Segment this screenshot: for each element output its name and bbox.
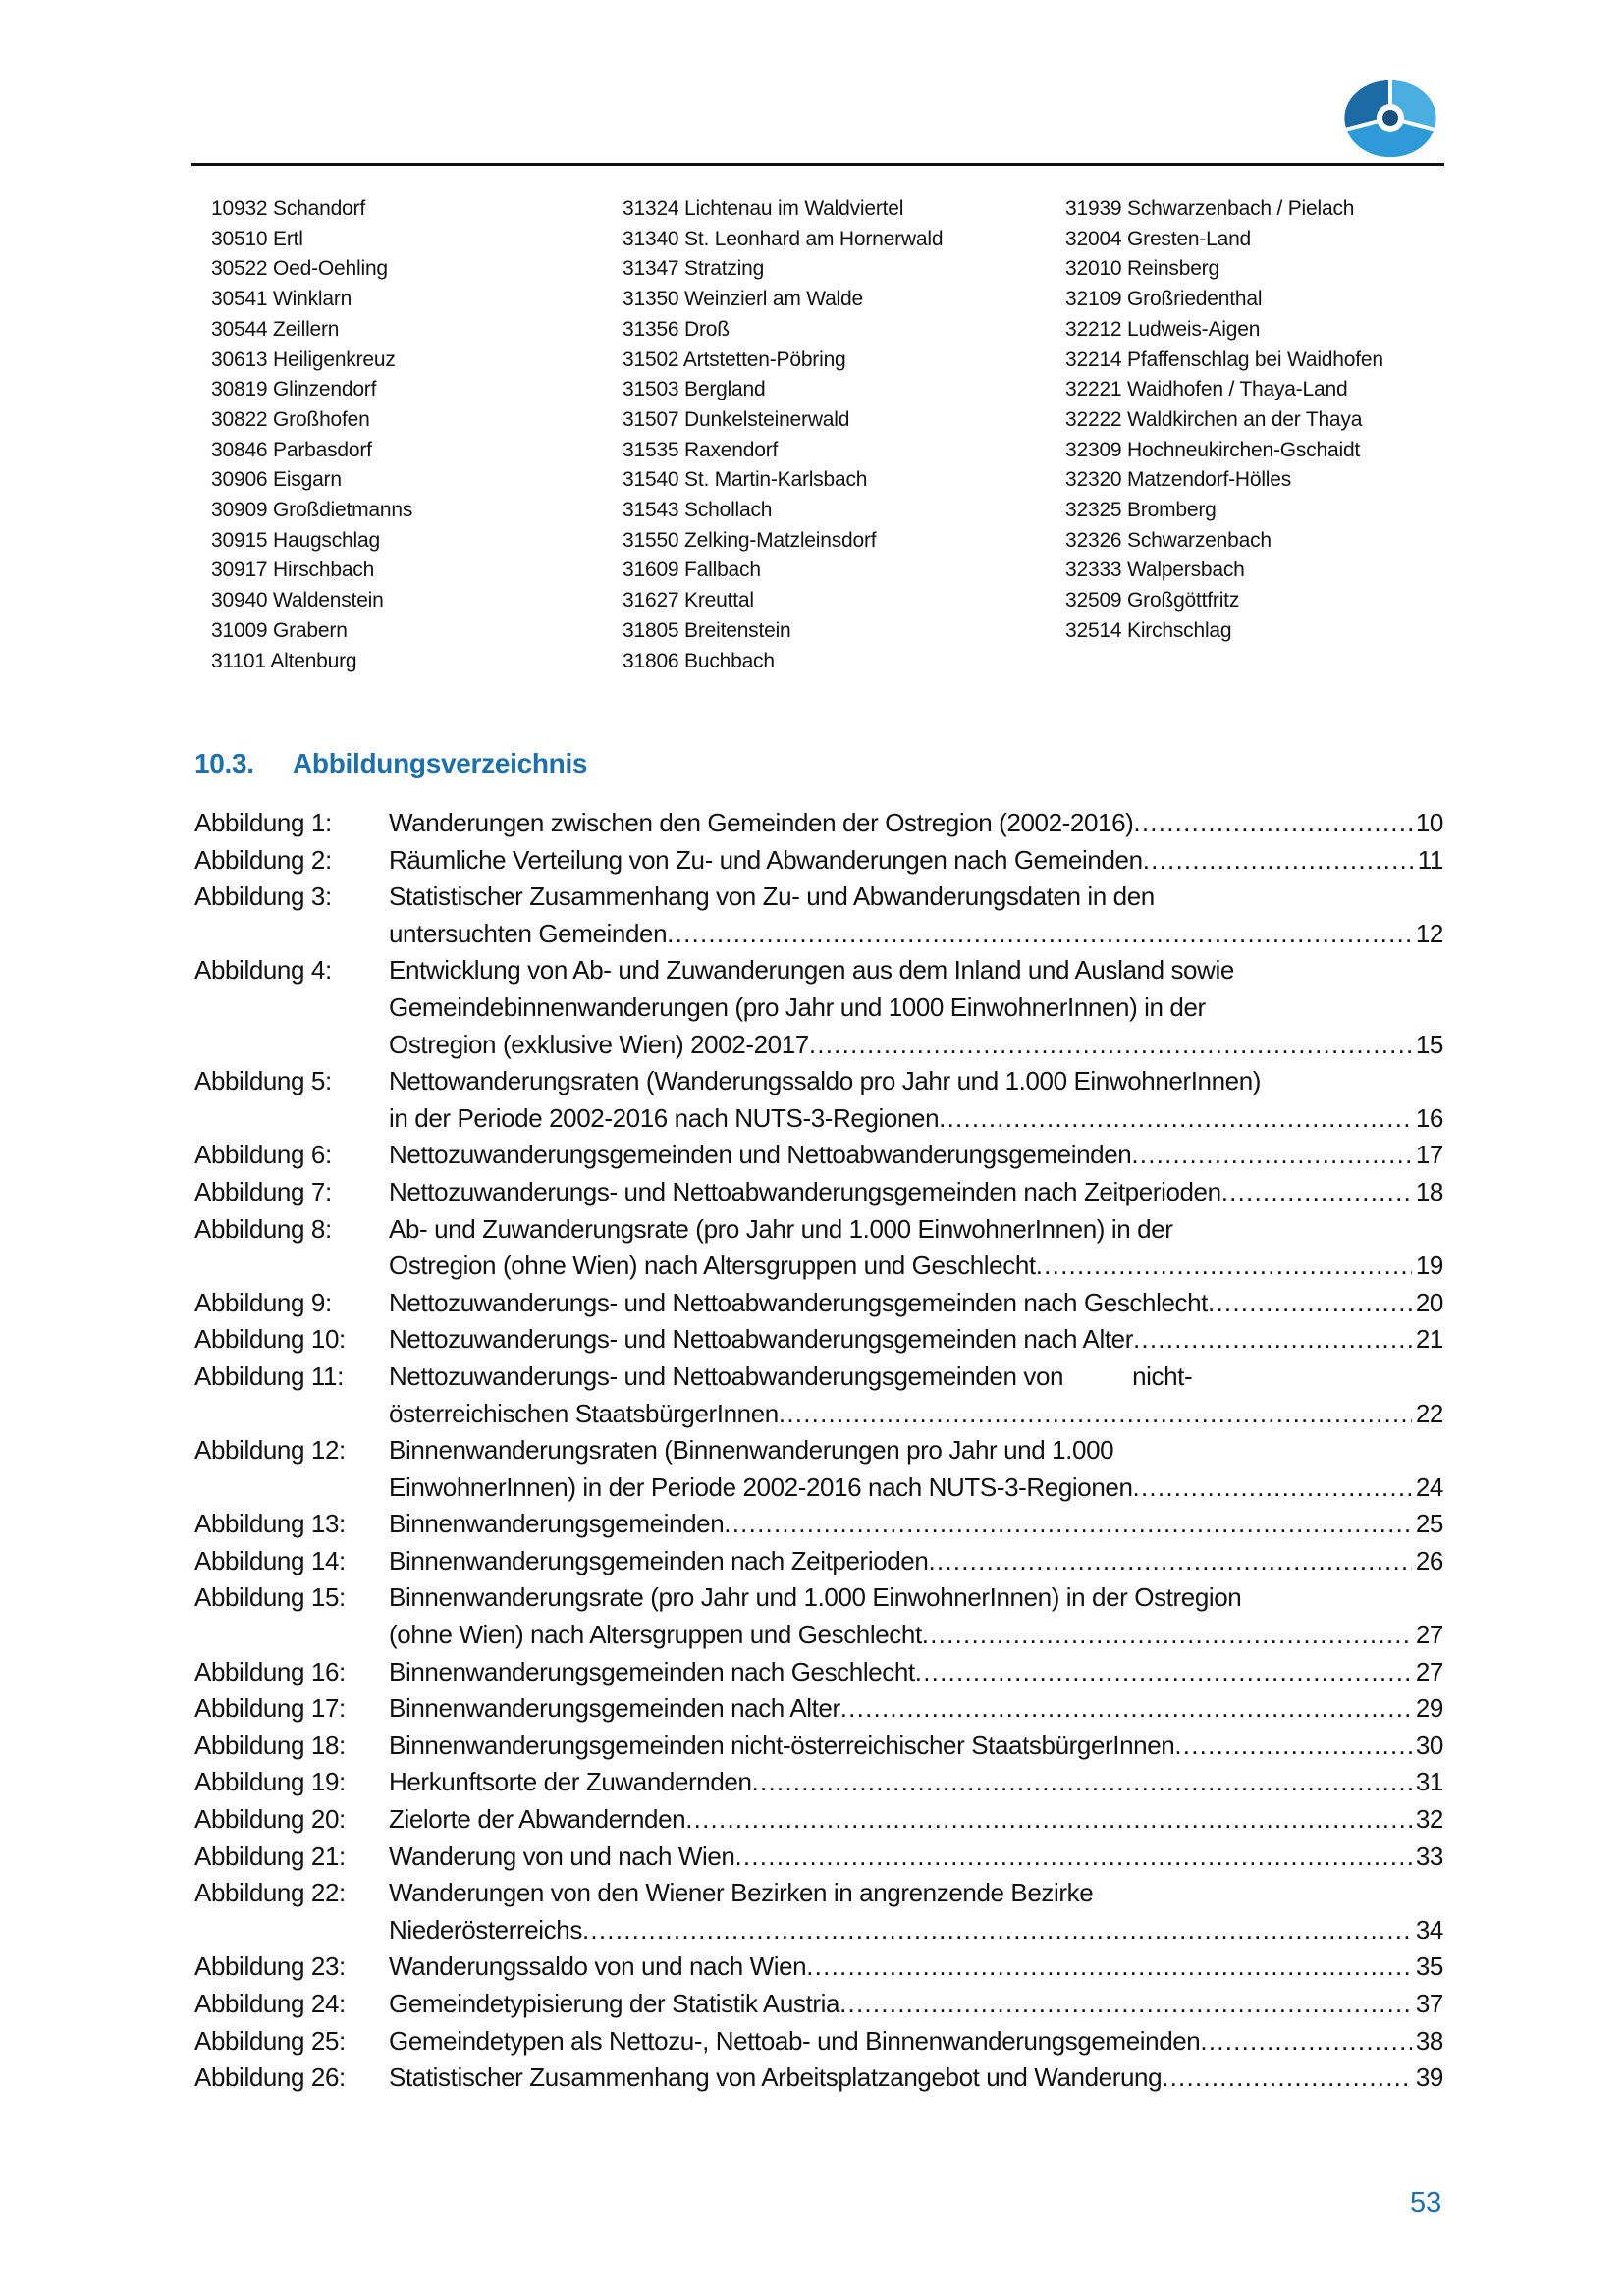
figure-caption [389,842,1443,880]
dot-leader [809,1027,1412,1064]
figure-entry[interactable] [194,1137,1443,1174]
dot-leader [1174,1728,1412,1765]
figure-caption [389,1063,1443,1137]
caption-line: Binnenwanderungsrate (pro Jahr und 1.000 EinwohnerInnen) in der Ostregion [389,1582,1242,1613]
caption-last-line [389,1248,1443,1285]
caption-text: Nettozuwanderungsgemeinden und Nettoabwanderungsgemeinden [389,1140,1132,1170]
municipality-item: 31805 Breitenstein [623,618,791,642]
figure-entry[interactable] [194,1764,1443,1801]
figure-caption [389,1174,1443,1211]
municipality-item: 31507 Dunkelsteinerwald [623,407,850,431]
figure-label: Abbildung 6: [194,1140,332,1170]
caption-last-line [389,916,1443,953]
figure-entry[interactable] [194,1211,1443,1285]
municipality-item: 32214 Pfaffenschlag bei Waidhofen [1065,347,1383,371]
figure-caption [389,1728,1443,1765]
dot-leader [685,1801,1412,1839]
figure-label: Abbildung 24: [194,1989,346,2018]
caption-last-line [389,1654,1443,1691]
figure-page-number[interactable]: 24 [1415,1471,1443,1502]
caption-last-line [389,1801,1443,1839]
dot-leader [779,1396,1412,1433]
figure-page-number[interactable]: 34 [1415,1914,1443,1945]
figure-entry[interactable] [194,842,1443,880]
figure-page-number[interactable]: 39 [1415,2062,1443,2093]
municipality-item: 31350 Weinzierl am Walde [623,288,863,311]
municipality-item: 30940 Waldenstein [211,589,384,613]
municipality-item: 10932 Schandorf [211,197,365,220]
figure-entry[interactable] [194,1359,1443,1432]
caption-last-line [389,1543,1443,1580]
figure-label: Abbildung 13: [194,1509,346,1539]
figure-page-number[interactable]: 22 [1415,1398,1443,1428]
dot-leader [939,1100,1412,1138]
caption-last-line [389,1912,1443,1949]
figure-list [194,805,1443,2097]
caption-text: Gemeindetypisierung der Statistik Austria [389,1989,840,2018]
figure-entry[interactable] [194,1801,1443,1839]
figure-label: Abbildung 22: [194,1878,346,1908]
figure-caption [389,1285,1443,1322]
municipality-item: 31009 Grabern [211,618,348,642]
municipality-item: 30544 Zeillern [211,317,340,341]
figure-caption [389,879,1443,952]
section-title: Abbildungsverzeichnis [293,748,588,778]
caption-line: Ab- und Zuwanderungsrate (pro Jahr und 1.000 EinwohnerInnen) in der [389,1213,1173,1244]
caption-line: Binnenwanderungsraten (Binnenwanderungen pro Jahr und 1.000 [389,1435,1114,1466]
figure-caption [389,1137,1443,1174]
municipality-item: 32109 Großriedenthal [1065,288,1263,311]
caption-last-line [389,1949,1443,1986]
municipality-item: 31503 Bergland [623,378,766,401]
figure-entry[interactable] [194,2059,1443,2097]
caption-line: Entwicklung von Ab- und Zuwanderungen aus dem Inland und Ausland sowie [389,955,1234,986]
caption-last-line [389,1764,1443,1801]
municipality-item: 31543 Schollach [623,499,773,522]
figure-label: Abbildung 17: [194,1693,346,1724]
figure-caption [389,1211,1443,1285]
municipality-item: 31939 Schwarzenbach / Pielach [1065,197,1355,220]
organization-logo [1343,79,1437,157]
header-rule [191,163,1444,166]
caption-text: Ostregion (exklusive Wien) 2002-2017 [389,1029,809,1059]
caption-text: österreichischen StaatsbürgerInnen [389,1398,779,1428]
dot-leader [734,1839,1411,1876]
figure-entry[interactable] [194,952,1443,1063]
figure-label: Abbildung 10: [194,1324,346,1355]
figure-caption [389,2023,1443,2060]
dot-leader [1162,2059,1412,2097]
dot-leader [667,916,1412,953]
figure-page-number[interactable]: 21 [1415,1324,1443,1355]
caption-last-line [389,805,1443,842]
caption-last-line [389,1690,1443,1728]
municipality-item: 32333 Walpersbach [1065,559,1245,582]
dot-leader [752,1764,1412,1801]
dot-leader [1200,2023,1412,2060]
municipality-item: 32325 Bromberg [1065,499,1217,522]
figure-entry[interactable] [194,1690,1443,1728]
figure-page-number[interactable]: 15 [1415,1029,1443,1059]
figure-caption [389,1986,1443,2023]
municipality-column-2 [623,194,943,676]
section-number: 10.3. [194,748,254,778]
figure-entry[interactable] [194,1174,1443,1211]
caption-line [389,1359,1443,1396]
caption-line: Gemeindebinnenwanderungen (pro Jahr und 1000 EinwohnerInnen) in der [389,991,1206,1022]
dot-leader [806,1949,1412,1986]
caption-text: Räumliche Verteilung von Zu- und Abwanderungen nach Gemeinden [389,844,1143,875]
figure-label: Abbildung 12: [194,1435,346,1466]
figure-entry[interactable] [194,1432,1443,1506]
figure-page-number[interactable]: 33 [1415,1841,1443,1871]
municipality-item: 31540 St. Martin-Karlsbach [623,468,868,492]
figure-entry[interactable] [194,879,1443,952]
figure-entry[interactable] [194,1543,1443,1580]
municipality-item: 30613 Heiligenkreuz [211,347,396,371]
municipality-item: 30822 Großhofen [211,407,370,431]
figure-entry[interactable] [194,1986,1443,2023]
caption-text: untersuchten Gemeinden [389,918,668,948]
figure-label: Abbildung 25: [194,2025,346,2056]
caption-text: nicht- [1132,1361,1193,1391]
figure-label: Abbildung 11: [194,1361,344,1391]
caption-text: in der Periode 2002-2016 nach NUTS-3-Regionen [389,1102,940,1133]
dot-leader [1036,1248,1412,1285]
figure-label: Abbildung 18: [194,1730,346,1760]
caption-last-line [389,1396,1443,1433]
figure-page-number[interactable]: 19 [1415,1251,1443,1281]
municipality-item: 31535 Raxendorf [623,438,779,461]
dot-leader [724,1506,1412,1543]
municipality-item: 31101 Altenburg [211,649,357,672]
figure-label: Abbildung 20: [194,1804,346,1835]
figure-caption [389,1875,1443,1949]
figure-entry[interactable] [194,1285,1443,1322]
dot-leader [1133,805,1411,842]
caption-last-line [389,2023,1443,2060]
dot-leader [582,1912,1412,1949]
figure-entry[interactable] [194,1321,1443,1359]
figure-label: Abbildung 26: [194,2062,346,2093]
figure-page-number[interactable]: 27 [1415,1656,1443,1686]
figure-entry[interactable] [194,1579,1443,1653]
figure-caption [389,1839,1443,1876]
dot-leader [1143,842,1414,880]
figure-label: Abbildung 16: [194,1656,346,1686]
caption-last-line [389,1728,1443,1765]
figure-label: Abbildung 1: [194,808,332,837]
figure-page-number[interactable]: 37 [1415,1989,1443,2018]
figure-label: Abbildung 2: [194,844,332,875]
figure-label: Abbildung 3: [194,881,332,912]
dot-leader [922,1617,1412,1654]
figure-entry[interactable] [194,1949,1443,1986]
figure-entry[interactable] [194,1839,1443,1876]
municipality-item: 31356 Droß [623,317,730,341]
figure-caption [389,805,1443,842]
figure-caption [389,1506,1443,1543]
caption-line: Statistischer Zusammenhang von Zu- und Abwanderungsdaten in den [389,881,1155,912]
caption-text: Niederösterreichs [389,1914,582,1945]
caption-text: Nettozuwanderungs- und Nettoabwanderungsgemeinden nach Alter [389,1324,1133,1355]
caption-last-line [389,1285,1443,1322]
caption-text: Zielorte der Abwandernden [389,1804,686,1835]
municipality-column-3 [1065,194,1383,647]
caption-line: Nettowanderungsraten (Wanderungssaldo pro Jahr und 1.000 EinwohnerInnen) [389,1066,1262,1096]
dot-leader [1133,1321,1412,1359]
municipality-item: 31806 Buchbach [623,649,775,672]
dot-leader [839,1986,1412,2023]
caption-text: Wanderungssaldo von und nach Wien [389,1951,807,1982]
dot-leader [928,1543,1411,1580]
figure-page-number[interactable]: 18 [1415,1176,1443,1206]
page-number: 53 [1410,2187,1442,2218]
caption-last-line [389,1100,1443,1138]
caption-text: Herkunftsorte der Zuwandernden [389,1767,752,1797]
figure-label: Abbildung 23: [194,1951,346,1982]
figure-label: Abbildung 8: [194,1213,332,1244]
municipality-item: 30906 Eisgarn [211,468,342,492]
municipality-item: 30915 Haugschlag [211,528,380,552]
figure-caption [389,1321,1443,1359]
municipality-item: 31340 St. Leonhard am Hornerwald [623,227,944,250]
dot-leader [915,1654,1412,1691]
municipality-item: 30819 Glinzendorf [211,378,377,401]
figure-caption [389,1949,1443,1986]
figure-label: Abbildung 19: [194,1767,346,1797]
figure-page-number[interactable]: 20 [1415,1287,1443,1317]
figure-page-number[interactable]: 38 [1415,2025,1443,2056]
figure-label: Abbildung 4: [194,955,332,986]
figure-caption [389,1801,1443,1839]
caption-text: Binnenwanderungsgemeinden nicht-österreichischer StaatsbürgerInnen [389,1730,1175,1760]
caption-last-line [389,842,1443,880]
figure-entry[interactable] [194,1875,1443,1949]
figure-page-number[interactable]: 25 [1415,1509,1443,1539]
figure-page-number[interactable]: 29 [1415,1693,1443,1724]
figure-label: Abbildung 5: [194,1066,332,1096]
municipality-item: 32320 Matzendorf-Hölles [1065,468,1292,492]
caption-text: Binnenwanderungsgemeinden nach Geschlecht [389,1656,915,1686]
figure-caption [389,952,1443,1063]
section-heading [194,748,587,779]
municipality-item: 31627 Kreuttal [623,589,754,613]
figure-entry[interactable] [194,805,1443,842]
municipality-item: 31347 Stratzing [623,257,765,281]
caption-last-line [389,1986,1443,2023]
figure-entry[interactable] [194,2023,1443,2060]
figure-caption [389,1579,1443,1653]
caption-text: Wanderung von und nach Wien [389,1841,735,1871]
dot-leader [840,1690,1412,1728]
figure-label: Abbildung 9: [194,1287,332,1317]
caption-text: Ostregion (ohne Wien) nach Altersgruppen und Geschlecht [389,1251,1036,1281]
figure-page-number[interactable]: 26 [1415,1545,1443,1575]
municipality-item: 32212 Ludweis-Aigen [1065,317,1261,341]
figure-page-number[interactable]: 17 [1415,1140,1443,1170]
caption-text: Wanderungen zwischen den Gemeinden der Ostregion (2002-2016) [389,808,1134,837]
caption-text: Binnenwanderungsgemeinden nach Alter [389,1693,840,1724]
caption-last-line [389,1027,1443,1064]
figure-page-number[interactable]: 32 [1415,1804,1443,1835]
figure-caption [389,1432,1443,1506]
figure-caption [389,1764,1443,1801]
dot-leader [1131,1137,1412,1174]
figure-page-number[interactable]: 35 [1415,1951,1443,1982]
caption-last-line [389,1617,1443,1654]
caption-text: Binnenwanderungsgemeinden [389,1509,725,1539]
municipality-item: 32010 Reinsberg [1065,257,1219,281]
figure-entry[interactable] [194,1506,1443,1543]
figure-page-number[interactable]: 16 [1415,1102,1443,1133]
figure-page-number[interactable]: 31 [1415,1767,1443,1797]
figure-page-number[interactable]: 27 [1415,1620,1443,1650]
figure-caption [389,2059,1443,2097]
figure-entry[interactable] [194,1654,1443,1691]
figure-caption [389,1543,1443,1580]
figure-caption [389,1654,1443,1691]
caption-text: Statistischer Zusammenhang von Arbeitsplatzangebot und Wanderung [389,2062,1163,2093]
figure-page-number[interactable]: 11 [1417,844,1443,875]
municipality-item: 31550 Zelking-Matzleinsdorf [623,528,877,552]
municipality-item: 32509 Großgöttfritz [1065,589,1240,613]
caption-text: Nettozuwanderungs- und Nettoabwanderungsgemeinden von [389,1361,1064,1391]
caption-last-line [389,1506,1443,1543]
dot-leader [1208,1285,1412,1322]
municipality-column-1 [211,194,412,676]
dot-leader [1133,1469,1412,1507]
municipality-item: 30917 Hirschbach [211,559,375,582]
municipality-item: 31502 Artstetten-Pöbring [623,347,846,371]
municipality-item: 32309 Hochneukirchen-Gschaidt [1065,438,1361,461]
caption-text: Binnenwanderungsgemeinden nach Zeitperioden [389,1545,929,1575]
figure-page-number[interactable]: 12 [1415,918,1443,948]
municipality-item: 32221 Waidhofen / Thaya-Land [1065,378,1348,401]
caption-text: (ohne Wien) nach Altersgruppen und Geschlecht [389,1620,922,1650]
municipality-item: 31324 Lichtenau im Waldviertel [623,197,904,220]
figure-label: Abbildung 15: [194,1582,346,1613]
caption-last-line [389,1321,1443,1359]
caption-last-line [389,2059,1443,2097]
figure-caption [389,1359,1443,1432]
caption-last-line [389,1839,1443,1876]
municipality-item: 32326 Schwarzenbach [1065,528,1272,552]
caption-text: Nettozuwanderungs- und Nettoabwanderungsgemeinden nach Zeitperioden [389,1176,1221,1206]
caption-line: Wanderungen von den Wiener Bezirken in angrenzende Bezirke [389,1878,1094,1908]
caption-last-line [389,1174,1443,1211]
municipality-item: 30522 Oed-Oehling [211,257,388,281]
figure-entry[interactable] [194,1063,1443,1137]
figure-caption [389,1690,1443,1728]
municipality-item: 30541 Winklarn [211,288,352,311]
municipality-item: 32004 Gresten-Land [1065,227,1252,250]
caption-text: EinwohnerInnen) in der Periode 2002-2016 nach NUTS-3-Regionen [389,1471,1133,1502]
figure-label: Abbildung 14: [194,1545,346,1575]
municipality-item: 30846 Parbasdorf [211,438,372,461]
caption-last-line [389,1137,1443,1174]
figure-entry[interactable] [194,1728,1443,1765]
municipality-item: 32514 Kirchschlag [1065,618,1232,642]
caption-last-line [389,1469,1443,1507]
figure-label: Abbildung 7: [194,1176,332,1206]
figure-page-number[interactable]: 10 [1415,808,1443,837]
caption-text: Gemeindetypen als Nettozu-, Nettoab- und Binnenwanderungsgemeinden [389,2025,1201,2056]
municipality-item: 32222 Waldkirchen an der Thaya [1065,407,1363,431]
municipality-item: 30909 Großdietmanns [211,499,413,522]
municipality-item: 30510 Ertl [211,227,303,250]
figure-page-number[interactable]: 30 [1415,1730,1443,1760]
dot-leader [1221,1174,1412,1211]
caption-text: Nettozuwanderungs- und Nettoabwanderungsgemeinden nach Geschlecht [389,1287,1209,1317]
figure-label: Abbildung 21: [194,1841,346,1871]
municipality-item: 31609 Fallbach [623,559,761,582]
